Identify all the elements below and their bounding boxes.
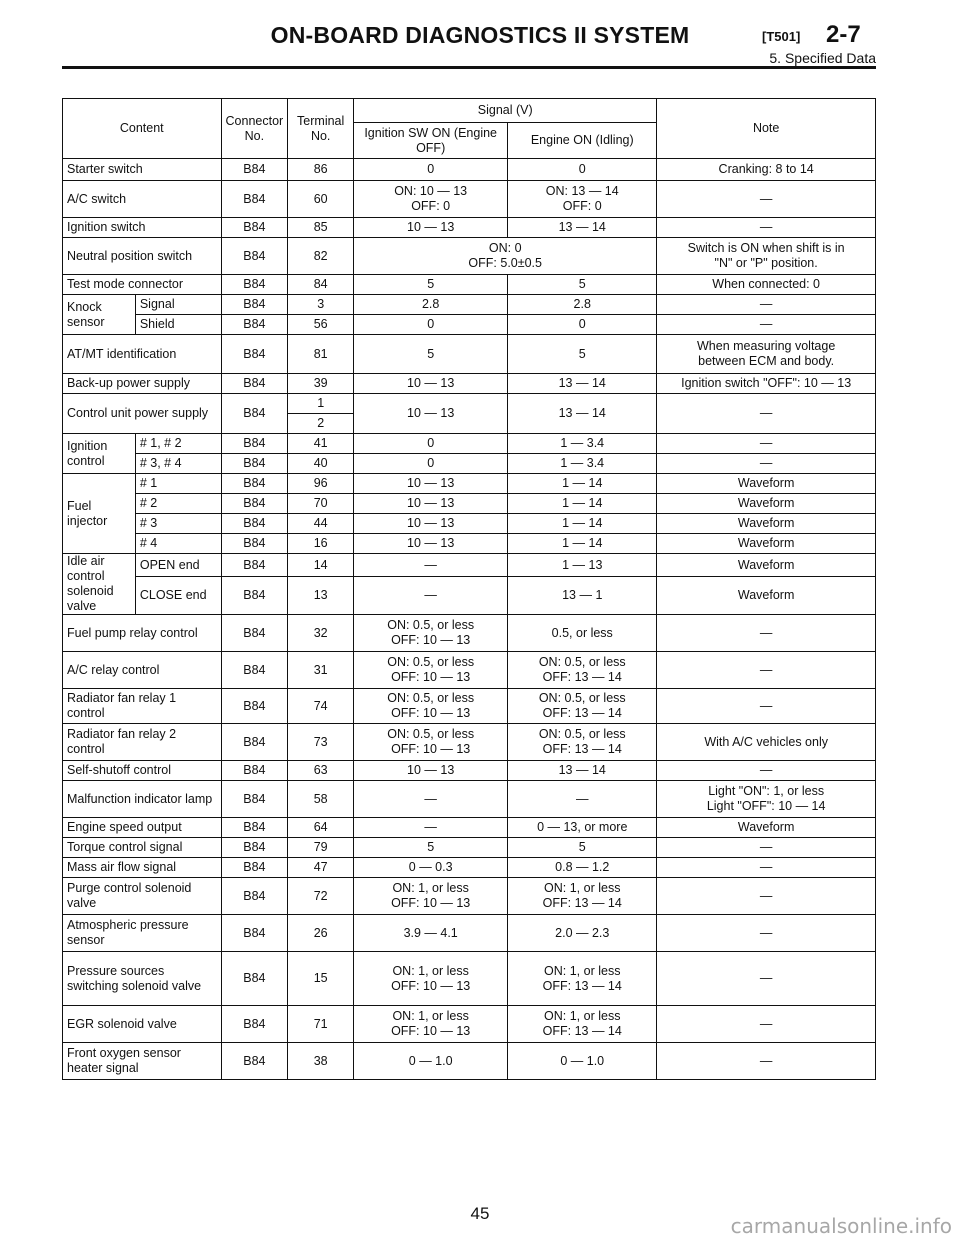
table-row <box>63 554 876 577</box>
content-cell: Self-shutoff control <box>63 761 222 781</box>
content-cell: Shield <box>135 315 221 335</box>
note-cell: — <box>657 652 876 689</box>
note-cell: — <box>657 218 876 238</box>
content-cell: Starter switch <box>63 159 222 181</box>
ignition-on-cell: 10 — 13 <box>354 534 508 554</box>
connector-cell: B84 <box>221 615 288 652</box>
engine-on-cell: 2.0 — 2.3 <box>508 915 657 952</box>
content-cell: Radiator fan relay 2 control <box>63 724 222 761</box>
table-row <box>63 159 876 181</box>
note-cell: — <box>657 434 876 454</box>
terminal-cell: 60 <box>288 181 354 218</box>
terminal-cell: 38 <box>288 1043 354 1080</box>
table-row <box>63 374 876 394</box>
connector-cell: B84 <box>221 335 288 374</box>
terminal-cell: 58 <box>288 781 354 818</box>
terminal-cell: 13 <box>288 577 354 615</box>
terminal-cell: 16 <box>288 534 354 554</box>
terminal-cell: 86 <box>288 159 354 181</box>
engine-on-cell: 1 — 14 <box>508 494 657 514</box>
content-cell: Test mode connector <box>63 275 222 295</box>
content-cell: Ignition switch <box>63 218 222 238</box>
ignition-on-cell: ON: 1, or less OFF: 10 — 13 <box>354 878 508 915</box>
engine-on-cell: ON: 1, or less OFF: 13 — 14 <box>508 1006 657 1043</box>
ignition-on-cell: 5 <box>354 275 508 295</box>
content-cell: # 1 <box>135 474 221 494</box>
engine-on-cell: 0 <box>508 159 657 181</box>
note-cell: — <box>657 838 876 858</box>
content-cell: Purge control solenoid valve <box>63 878 222 915</box>
engine-on-cell: ON: 1, or less OFF: 13 — 14 <box>508 952 657 1006</box>
engine-on-cell: 0.8 — 1.2 <box>508 858 657 878</box>
signal-merged-cell: ON: 0 OFF: 5.0±0.5 <box>354 238 657 275</box>
group-label-cell: Knock sensor <box>63 295 136 335</box>
engine-on-cell: 5 <box>508 335 657 374</box>
note-cell: Light "ON": 1, or less Light "OFF": 10 — 14 <box>657 781 876 818</box>
content-cell: Signal <box>135 295 221 315</box>
connector-cell: B84 <box>221 534 288 554</box>
terminal-cell: 64 <box>288 818 354 838</box>
ignition-on-cell: 10 — 13 <box>354 394 508 434</box>
header-terminal: Terminal No. <box>288 99 354 159</box>
ignition-on-cell: 10 — 13 <box>354 761 508 781</box>
note-cell: — <box>657 615 876 652</box>
terminal-cell: 39 <box>288 374 354 394</box>
terminal-cell: 2 <box>288 414 354 434</box>
content-cell: AT/MT identification <box>63 335 222 374</box>
header-signal: Signal (V) <box>354 99 657 123</box>
table-row <box>63 1043 876 1080</box>
ignition-on-cell: 5 <box>354 335 508 374</box>
table-row <box>63 434 876 454</box>
watermark: carmanualsonline.info <box>730 1214 952 1238</box>
note-cell: — <box>657 915 876 952</box>
content-cell: Atmospheric pressure sensor <box>63 915 222 952</box>
terminal-cell: 82 <box>288 238 354 275</box>
note-cell: — <box>657 315 876 335</box>
table-row <box>63 878 876 915</box>
connector-cell: B84 <box>221 181 288 218</box>
ignition-on-cell: — <box>354 577 508 615</box>
ignition-on-cell: ON: 10 — 13 OFF: 0 <box>354 181 508 218</box>
ignition-on-cell: 0 <box>354 159 508 181</box>
ignition-on-cell: 10 — 13 <box>354 494 508 514</box>
engine-on-cell: 1 — 3.4 <box>508 434 657 454</box>
terminal-cell: 56 <box>288 315 354 335</box>
ignition-on-cell: — <box>354 781 508 818</box>
content-cell: Front oxygen sensor heater signal <box>63 1043 222 1080</box>
engine-on-cell: 0 — 1.0 <box>508 1043 657 1080</box>
terminal-cell: 26 <box>288 915 354 952</box>
engine-on-cell: 13 — 14 <box>508 374 657 394</box>
engine-on-cell: 13 — 1 <box>508 577 657 615</box>
header-note: Note <box>657 99 876 159</box>
note-cell: — <box>657 181 876 218</box>
connector-cell: B84 <box>221 238 288 275</box>
group-label-cell: Ignition control <box>63 434 136 474</box>
table-row <box>63 858 876 878</box>
content-cell: Pressure sources switching solenoid valve <box>63 952 222 1006</box>
connector-cell: B84 <box>221 275 288 295</box>
connector-cell: B84 <box>221 781 288 818</box>
connector-cell: B84 <box>221 454 288 474</box>
engine-on-cell: ON: 0.5, or less OFF: 13 — 14 <box>508 724 657 761</box>
table-row <box>63 781 876 818</box>
content-cell: OPEN end <box>135 554 221 577</box>
ignition-on-cell: 10 — 13 <box>354 374 508 394</box>
table-row <box>63 952 876 1006</box>
content-cell: A/C switch <box>63 181 222 218</box>
engine-on-cell: 13 — 14 <box>508 394 657 434</box>
connector-cell: B84 <box>221 818 288 838</box>
connector-cell: B84 <box>221 434 288 454</box>
table-row <box>63 615 876 652</box>
table-row <box>63 394 876 414</box>
table-row <box>63 652 876 689</box>
table-row <box>63 577 876 615</box>
content-cell: # 3, # 4 <box>135 454 221 474</box>
note-cell: — <box>657 952 876 1006</box>
terminal-cell: 44 <box>288 514 354 534</box>
connector-cell: B84 <box>221 1006 288 1043</box>
table-row <box>63 295 876 315</box>
terminal-cell: 31 <box>288 652 354 689</box>
engine-on-cell: 5 <box>508 275 657 295</box>
page-reference: 2-7 <box>826 21 861 48</box>
connector-cell: B84 <box>221 514 288 534</box>
terminal-cell: 70 <box>288 494 354 514</box>
content-cell: Back-up power supply <box>63 374 222 394</box>
group-label-cell: Idle air control solenoid valve <box>63 554 136 615</box>
engine-on-cell: 0.5, or less <box>508 615 657 652</box>
engine-on-cell: ON: 0.5, or less OFF: 13 — 14 <box>508 689 657 724</box>
content-cell: Radiator fan relay 1 control <box>63 689 222 724</box>
note-cell: — <box>657 295 876 315</box>
table-row <box>63 838 876 858</box>
ignition-on-cell: 3.9 — 4.1 <box>354 915 508 952</box>
terminal-cell: 96 <box>288 474 354 494</box>
table-row <box>63 915 876 952</box>
note-cell: When measuring voltage between ECM and body. <box>657 335 876 374</box>
engine-on-cell: 1 — 3.4 <box>508 454 657 474</box>
terminal-cell: 79 <box>288 838 354 858</box>
connector-cell: B84 <box>221 218 288 238</box>
table-row <box>63 514 876 534</box>
table-row <box>63 818 876 838</box>
content-cell: # 1, # 2 <box>135 434 221 454</box>
connector-cell: B84 <box>221 315 288 335</box>
ignition-on-cell: 0 <box>354 454 508 474</box>
ignition-on-cell: 5 <box>354 838 508 858</box>
note-cell: Waveform <box>657 534 876 554</box>
terminal-cell: 41 <box>288 434 354 454</box>
content-cell: # 3 <box>135 514 221 534</box>
specified-data-table <box>62 98 876 1080</box>
engine-on-cell: ON: 13 — 14 OFF: 0 <box>508 181 657 218</box>
terminal-cell: 15 <box>288 952 354 1006</box>
terminal-cell: 32 <box>288 615 354 652</box>
note-cell: Waveform <box>657 494 876 514</box>
table-row <box>63 335 876 374</box>
terminal-cell: 73 <box>288 724 354 761</box>
engine-on-cell: ON: 1, or less OFF: 13 — 14 <box>508 878 657 915</box>
ignition-on-cell: ON: 0.5, or less OFF: 10 — 13 <box>354 689 508 724</box>
note-cell: Waveform <box>657 818 876 838</box>
connector-cell: B84 <box>221 577 288 615</box>
engine-on-cell: ON: 0.5, or less OFF: 13 — 14 <box>508 652 657 689</box>
header-rule <box>62 66 876 69</box>
note-cell: Waveform <box>657 474 876 494</box>
ignition-on-cell: 10 — 13 <box>354 218 508 238</box>
connector-cell: B84 <box>221 761 288 781</box>
terminal-cell: 71 <box>288 1006 354 1043</box>
section-subtitle: 5. Specified Data <box>769 50 876 66</box>
content-cell: Neutral position switch <box>63 238 222 275</box>
content-cell: Fuel pump relay control <box>63 615 222 652</box>
ignition-on-cell: 0 <box>354 315 508 335</box>
terminal-cell: 3 <box>288 295 354 315</box>
engine-on-cell: — <box>508 781 657 818</box>
note-cell: Ignition switch "OFF": 10 — 13 <box>657 374 876 394</box>
header-connector: Connector No. <box>221 99 288 159</box>
ignition-on-cell: 10 — 13 <box>354 474 508 494</box>
ignition-on-cell: 10 — 13 <box>354 514 508 534</box>
terminal-cell: 14 <box>288 554 354 577</box>
note-cell: — <box>657 878 876 915</box>
table-row <box>63 494 876 514</box>
engine-on-cell: 1 — 14 <box>508 474 657 494</box>
note-cell: Waveform <box>657 514 876 534</box>
engine-on-cell: 13 — 14 <box>508 761 657 781</box>
table-row <box>63 761 876 781</box>
connector-cell: B84 <box>221 724 288 761</box>
ignition-on-cell: 2.8 <box>354 295 508 315</box>
terminal-cell: 85 <box>288 218 354 238</box>
terminal-cell: 74 <box>288 689 354 724</box>
table-row <box>63 454 876 474</box>
terminal-cell: 40 <box>288 454 354 474</box>
table-body <box>63 159 876 1080</box>
connector-cell: B84 <box>221 554 288 577</box>
terminal-cell: 1 <box>288 394 354 414</box>
table-row <box>63 1006 876 1043</box>
connector-cell: B84 <box>221 915 288 952</box>
table-row <box>63 315 876 335</box>
note-cell: — <box>657 394 876 434</box>
connector-cell: B84 <box>221 878 288 915</box>
ignition-on-cell: ON: 0.5, or less OFF: 10 — 13 <box>354 724 508 761</box>
content-cell: A/C relay control <box>63 652 222 689</box>
note-cell: With A/C vehicles only <box>657 724 876 761</box>
engine-on-cell: 1 — 13 <box>508 554 657 577</box>
connector-cell: B84 <box>221 1043 288 1080</box>
connector-cell: B84 <box>221 494 288 514</box>
table-row <box>63 534 876 554</box>
ignition-on-cell: 0 — 0.3 <box>354 858 508 878</box>
note-cell: — <box>657 689 876 724</box>
terminal-cell: 47 <box>288 858 354 878</box>
engine-on-cell: 5 <box>508 838 657 858</box>
note-cell: Switch is ON when shift is in "N" or "P" position. <box>657 238 876 275</box>
connector-cell: B84 <box>221 374 288 394</box>
ignition-on-cell: 0 <box>354 434 508 454</box>
note-cell: — <box>657 454 876 474</box>
connector-cell: B84 <box>221 652 288 689</box>
connector-cell: B84 <box>221 394 288 434</box>
note-cell: — <box>657 761 876 781</box>
note-cell: — <box>657 1006 876 1043</box>
content-cell: # 2 <box>135 494 221 514</box>
connector-cell: B84 <box>221 295 288 315</box>
connector-cell: B84 <box>221 474 288 494</box>
content-cell: Mass air flow signal <box>63 858 222 878</box>
ignition-on-cell: ON: 0.5, or less OFF: 10 — 13 <box>354 615 508 652</box>
note-cell: When connected: 0 <box>657 275 876 295</box>
table-row <box>63 689 876 724</box>
content-cell: # 4 <box>135 534 221 554</box>
content-cell: Control unit power supply <box>63 394 222 434</box>
ignition-on-cell: — <box>354 554 508 577</box>
content-cell: Malfunction indicator lamp <box>63 781 222 818</box>
engine-on-cell: 2.8 <box>508 295 657 315</box>
page-number: 45 <box>470 1204 490 1223</box>
terminal-cell: 81 <box>288 335 354 374</box>
table-row <box>63 275 876 295</box>
connector-cell: B84 <box>221 159 288 181</box>
terminal-cell: 63 <box>288 761 354 781</box>
content-cell: Torque control signal <box>63 838 222 858</box>
content-cell: CLOSE end <box>135 577 221 615</box>
engine-on-cell: 0 — 13, or more <box>508 818 657 838</box>
note-cell: Waveform <box>657 577 876 615</box>
terminal-cell: 72 <box>288 878 354 915</box>
note-cell: Cranking: 8 to 14 <box>657 159 876 181</box>
engine-on-cell: 1 — 14 <box>508 534 657 554</box>
page-title: ON-BOARD DIAGNOSTICS II SYSTEM <box>270 22 690 48</box>
table-row <box>63 218 876 238</box>
note-cell: Waveform <box>657 554 876 577</box>
connector-cell: B84 <box>221 838 288 858</box>
content-cell: Engine speed output <box>63 818 222 838</box>
note-cell: — <box>657 858 876 878</box>
engine-on-cell: 13 — 14 <box>508 218 657 238</box>
ignition-on-cell: ON: 1, or less OFF: 10 — 13 <box>354 1006 508 1043</box>
connector-cell: B84 <box>221 689 288 724</box>
table-row <box>63 724 876 761</box>
ignition-on-cell: ON: 0.5, or less OFF: 10 — 13 <box>354 652 508 689</box>
connector-cell: B84 <box>221 952 288 1006</box>
header-engine-on: Engine ON (Idling) <box>508 123 657 159</box>
table-row <box>63 181 876 218</box>
ignition-on-cell: — <box>354 818 508 838</box>
terminal-cell: 84 <box>288 275 354 295</box>
header-ignition-on: Ignition SW ON (Engine OFF) <box>354 123 508 159</box>
engine-on-cell: 1 — 14 <box>508 514 657 534</box>
content-cell: EGR solenoid valve <box>63 1006 222 1043</box>
ignition-on-cell: ON: 1, or less OFF: 10 — 13 <box>354 952 508 1006</box>
section-code: [T501] <box>762 29 801 44</box>
group-label-cell: Fuel injector <box>63 474 136 554</box>
header-content: Content <box>63 99 222 159</box>
table-row <box>63 474 876 494</box>
connector-cell: B84 <box>221 858 288 878</box>
table-row <box>63 238 876 275</box>
ignition-on-cell: 0 — 1.0 <box>354 1043 508 1080</box>
engine-on-cell: 0 <box>508 315 657 335</box>
note-cell: — <box>657 1043 876 1080</box>
